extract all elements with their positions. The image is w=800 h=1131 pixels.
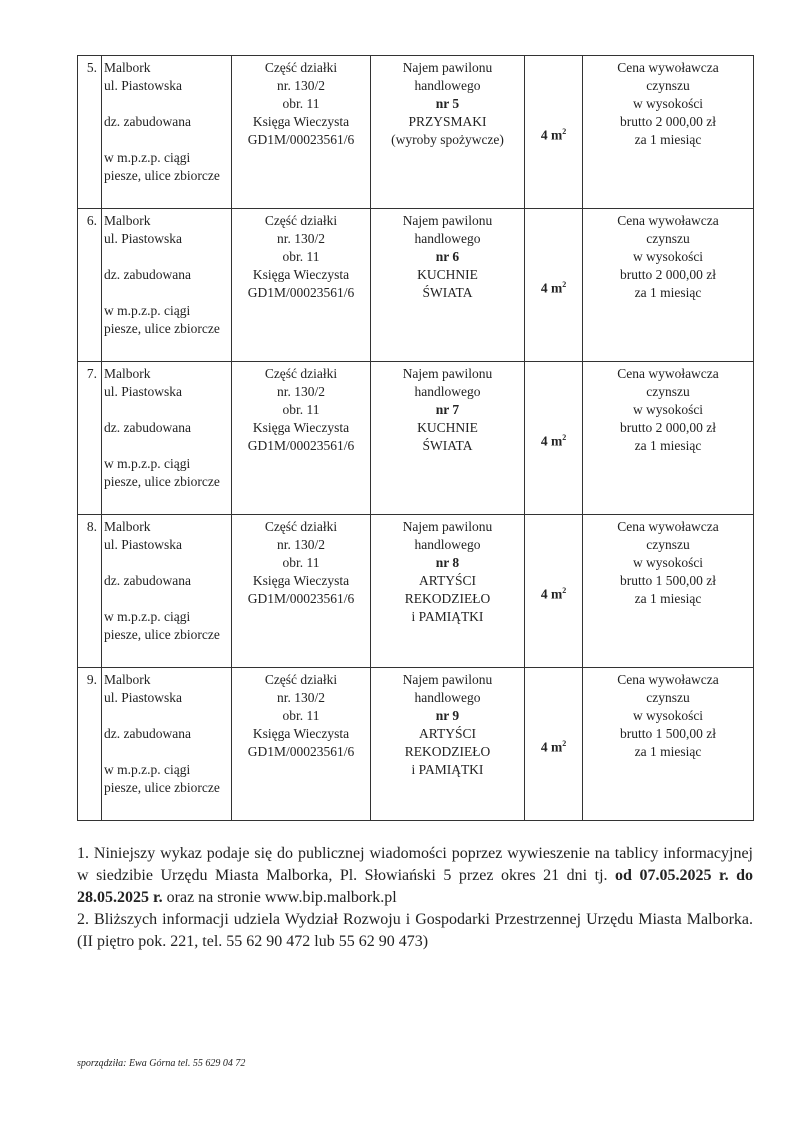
plot-cell	[232, 362, 371, 515]
plot-area-code: obr. 11	[282, 249, 320, 264]
plot-status: dz. zabudowana	[104, 267, 191, 282]
land-register-label: Księga Wieczysta	[252, 114, 350, 129]
row-number: 8.	[78, 515, 102, 668]
desc-line-2: handlowego	[414, 384, 481, 399]
location-cell	[102, 209, 232, 362]
land-register-label: Księga Wieczysta	[252, 267, 350, 282]
price-amount: brutto 1 500,00 zł	[620, 573, 716, 588]
area-unit-sup: 2	[562, 738, 567, 748]
plot-cell	[232, 209, 371, 362]
area-value: 4 m	[540, 433, 563, 449]
price-amount: brutto 1 500,00 zł	[620, 726, 716, 741]
desc-line-2: handlowego	[414, 231, 481, 246]
street: ul. Piastowska	[104, 537, 183, 552]
plots-table	[77, 55, 754, 821]
plot-part: Część działki	[264, 60, 338, 75]
desc-name-line: ARTYŚCI	[419, 573, 476, 588]
desc-line-1: Najem pawilonu	[402, 519, 493, 534]
street: ul. Piastowska	[104, 690, 183, 705]
price-line-2: czynszu	[646, 690, 690, 705]
desc-line-2: handlowego	[414, 537, 481, 552]
area-value: 4 m	[540, 127, 563, 143]
table-row	[78, 362, 754, 515]
price-cell	[583, 515, 754, 668]
table-row	[78, 209, 754, 362]
area-value: 4 m	[540, 586, 563, 602]
land-register-number: GD1M/00023561/6	[247, 591, 355, 606]
price-period: za 1 miesiąc	[634, 132, 702, 147]
area-value: 4 m	[540, 280, 563, 296]
price-amount: brutto 2 000,00 zł	[620, 267, 716, 282]
pavilion-number: nr 6	[435, 249, 460, 264]
desc-line-1: Najem pawilonu	[402, 366, 493, 381]
note-1	[77, 843, 753, 909]
location-cell	[102, 515, 232, 668]
location-cell	[102, 362, 232, 515]
price-cell	[583, 56, 754, 209]
description-cell	[371, 56, 525, 209]
price-amount: brutto 2 000,00 zł	[620, 114, 716, 129]
row-number: 6.	[78, 209, 102, 362]
price-line-3: w wysokości	[632, 708, 704, 723]
row-number: 9.	[78, 668, 102, 821]
table-row	[78, 668, 754, 821]
description-cell	[371, 209, 525, 362]
note-1-dates: od 07.05.2025 r. do 28.05.2025 r.	[77, 867, 754, 906]
zoning: w m.p.z.p. ciągi piesze, ulice zbiorcze	[104, 609, 220, 642]
land-register-label: Księga Wieczysta	[252, 726, 350, 741]
description-cell	[371, 362, 525, 515]
table-row	[78, 515, 754, 668]
desc-name-line: REKODZIEŁO	[404, 591, 491, 606]
plot-cell	[232, 56, 371, 209]
zoning: w m.p.z.p. ciągi piesze, ulice zbiorcze	[104, 303, 220, 336]
plot-part: Część działki	[264, 672, 338, 687]
area-cell	[525, 668, 583, 821]
street: ul. Piastowska	[104, 78, 183, 93]
price-cell	[583, 209, 754, 362]
area-cell	[525, 56, 583, 209]
pavilion-number: nr 9	[435, 708, 460, 723]
location-cell	[102, 668, 232, 821]
plot-number: nr. 130/2	[276, 384, 325, 399]
price-period: za 1 miesiąc	[634, 744, 702, 759]
note-1-text: 1. Niniejszy wykaz podaje się do publicznej wiadomości poprzez wywieszenie na tablicy informacyjnej w siedzibie Urzędu Miasta Malborka, Pl. Słowiański 5 przez okres 21 dni tj.	[77, 845, 753, 884]
price-line-1: Cena wywoławcza	[617, 60, 719, 75]
desc-line-1: Najem pawilonu	[402, 672, 493, 687]
city: Malbork	[104, 519, 151, 534]
price-period: za 1 miesiąc	[634, 438, 702, 453]
plot-number: nr. 130/2	[276, 231, 325, 246]
price-period: za 1 miesiąc	[634, 285, 702, 300]
area-unit-sup: 2	[562, 432, 567, 442]
description-cell	[371, 515, 525, 668]
note-2: 2. Bliższych informacji udziela Wydział Rozwoju i Gospodarki Przestrzennej Urzędu Miasta Malborka. (II piętro pok. 221, tel. 55 62 90 472 lub 55 62 90 473)	[77, 911, 753, 950]
price-line-2: czynszu	[646, 384, 690, 399]
price-period: za 1 miesiąc	[634, 591, 702, 606]
zoning: w m.p.z.p. ciągi piesze, ulice zbiorcze	[104, 762, 220, 795]
price-line-2: czynszu	[646, 231, 690, 246]
note-1-link-text: oraz na stronie www.bip.malbork.pl	[162, 889, 397, 906]
plot-area-code: obr. 11	[282, 555, 320, 570]
city: Malbork	[104, 213, 151, 228]
price-line-1: Cena wywoławcza	[617, 672, 719, 687]
price-line-3: w wysokości	[632, 249, 704, 264]
price-line-1: Cena wywoławcza	[617, 213, 719, 228]
land-register-label: Księga Wieczysta	[252, 420, 350, 435]
plot-part: Część działki	[264, 366, 338, 381]
land-register-label: Księga Wieczysta	[252, 573, 350, 588]
desc-name-line: KUCHNIE	[417, 420, 478, 435]
price-line-3: w wysokości	[632, 96, 704, 111]
table-row	[78, 56, 754, 209]
desc-name-line: REKODZIEŁO	[404, 744, 491, 759]
plot-number: nr. 130/2	[276, 537, 325, 552]
desc-name-line: ARTYŚCI	[419, 726, 476, 741]
land-register-number: GD1M/00023561/6	[247, 285, 355, 300]
area-cell	[525, 209, 583, 362]
desc-line-2: handlowego	[414, 690, 481, 705]
land-register-number: GD1M/00023561/6	[247, 438, 355, 453]
desc-name-line: KUCHNIE	[417, 267, 478, 282]
city: Malbork	[104, 60, 151, 75]
price-line-3: w wysokości	[632, 555, 704, 570]
desc-line-2: handlowego	[414, 78, 481, 93]
desc-line-1: Najem pawilonu	[402, 213, 493, 228]
plot-status: dz. zabudowana	[104, 726, 191, 741]
desc-name-line: ŚWIATA	[422, 438, 473, 453]
plot-area-code: obr. 11	[282, 96, 320, 111]
city: Malbork	[104, 672, 151, 687]
desc-name-line: ŚWIATA	[422, 285, 473, 300]
price-amount: brutto 2 000,00 zł	[620, 420, 716, 435]
plot-status: dz. zabudowana	[104, 573, 191, 588]
desc-name-line: i PAMIĄTKI	[411, 609, 484, 624]
price-line-3: w wysokości	[632, 402, 704, 417]
plot-part: Część działki	[264, 213, 338, 228]
area-unit-sup: 2	[562, 279, 567, 289]
price-cell	[583, 362, 754, 515]
desc-name-line: PRZYSMAKI	[408, 114, 487, 129]
plot-number: nr. 130/2	[276, 78, 325, 93]
city: Malbork	[104, 366, 151, 381]
desc-line-1: Najem pawilonu	[402, 60, 493, 75]
pavilion-number: nr 7	[435, 402, 460, 417]
plot-part: Część działki	[264, 519, 338, 534]
street: ul. Piastowska	[104, 384, 183, 399]
row-number: 5.	[78, 56, 102, 209]
price-cell	[583, 668, 754, 821]
desc-name-line: (wyroby spożywcze)	[391, 132, 504, 147]
desc-name-line: i PAMIĄTKI	[411, 762, 484, 777]
price-line-2: czynszu	[646, 78, 690, 93]
price-line-2: czynszu	[646, 537, 690, 552]
area-value: 4 m	[540, 739, 563, 755]
land-register-number: GD1M/00023561/6	[247, 744, 355, 759]
plot-cell	[232, 515, 371, 668]
location-cell	[102, 56, 232, 209]
plot-area-code: obr. 11	[282, 708, 320, 723]
zoning: w m.p.z.p. ciągi piesze, ulice zbiorcze	[104, 456, 220, 489]
zoning: w m.p.z.p. ciągi piesze, ulice zbiorcze	[104, 150, 220, 183]
notes	[77, 843, 753, 953]
area-cell	[525, 362, 583, 515]
plot-cell	[232, 668, 371, 821]
area-unit-sup: 2	[562, 126, 567, 136]
plot-status: dz. zabudowana	[104, 114, 191, 129]
plot-status: dz. zabudowana	[104, 420, 191, 435]
street: ul. Piastowska	[104, 231, 183, 246]
plot-area-code: obr. 11	[282, 402, 320, 417]
price-line-1: Cena wywoławcza	[617, 366, 719, 381]
footer-author: sporządziła: Ewa Górna tel. 55 629 04 72	[77, 1058, 246, 1069]
pavilion-number: nr 8	[435, 555, 460, 570]
plot-number: nr. 130/2	[276, 690, 325, 705]
row-number: 7.	[78, 362, 102, 515]
area-unit-sup: 2	[562, 585, 567, 595]
area-cell	[525, 515, 583, 668]
pavilion-number: nr 5	[435, 96, 460, 111]
description-cell	[371, 668, 525, 821]
price-line-1: Cena wywoławcza	[617, 519, 719, 534]
land-register-number: GD1M/00023561/6	[247, 132, 355, 147]
